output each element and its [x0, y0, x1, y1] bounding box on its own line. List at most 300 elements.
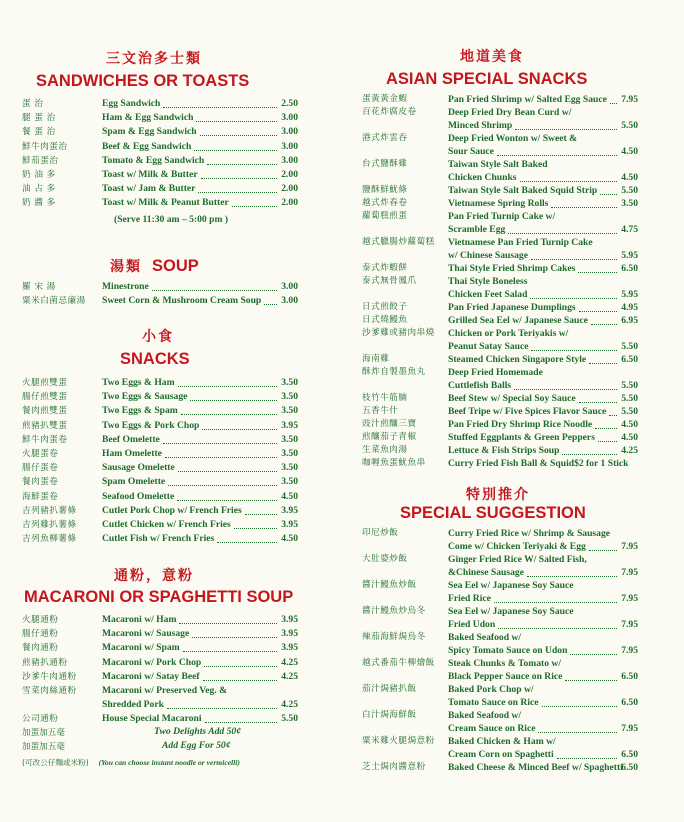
menu-item: [362, 353, 638, 366]
menu-item-name: Come w/ Chicken Teriyaki & Egg: [448, 541, 586, 552]
menu-item-price: 4.50: [621, 172, 638, 183]
menu-item-zh: 生菜魚肉湯: [362, 445, 408, 455]
menu-item-leader: [562, 444, 617, 455]
menu-item-name: Toast w/ Milk & Peanut Butter: [102, 197, 229, 209]
menu-item-price: 7.95: [621, 541, 638, 552]
menu-item-name: Baked Seafood w/: [448, 710, 522, 721]
menu-item-price: 3.50: [281, 433, 298, 445]
menu-item-zh: 百花炸腐皮卷: [362, 107, 417, 117]
macaroni-title-zh: 通粉，意粉: [114, 568, 194, 584]
menu-item: [362, 275, 638, 288]
menu-item-name: Peanut Satay Sauce: [448, 341, 529, 352]
menu-item: [362, 605, 638, 618]
menu-item-zh: 油 占 多: [22, 184, 56, 195]
menu-item-name: Minced Shrimp: [448, 120, 513, 131]
menu-item-leader: [203, 670, 277, 681]
menu-item-leader: [232, 196, 277, 207]
menu-item-name: Spam Omelette: [102, 476, 166, 488]
menu-item-zh: 火腿通粉: [22, 615, 59, 625]
sandwiches-title-zh: 三文治多士類: [106, 51, 202, 67]
menu-item: [362, 553, 638, 566]
menu-item: [22, 490, 298, 504]
menu-item-name: House Special Macaroni: [102, 713, 202, 725]
menu-item-price: 3.50: [281, 476, 298, 488]
macaroni-list: [22, 613, 298, 727]
menu-item-leader: [167, 698, 277, 709]
menu-item-name: Cream Corn on Spaghetti: [448, 749, 554, 760]
menu-item-name: Beef Stew w/ Special Soy Sauce: [448, 393, 576, 404]
menu-item-price: 5.50: [621, 380, 638, 391]
menu-item-zh: 沙爹牛肉通粉: [22, 671, 77, 682]
menu-item: [362, 457, 638, 470]
menu-item-leader: [183, 641, 277, 652]
menu-item-price: 3.50: [281, 377, 298, 388]
menu-item-name: Deep Fried Dry Bean Curd w/: [448, 107, 572, 118]
menu-item-zh: 越式番茄牛柳燴飯: [362, 658, 435, 668]
menu-item-price: 6.50: [621, 749, 638, 760]
menu-item-name: Cutlet Pork Chop w/ French Fries: [102, 504, 242, 516]
menu-item-leader: [610, 93, 617, 104]
menu-item-name: Taiwan Style Salt Baked: [448, 159, 548, 170]
menu-item-name: Grilled Sea Eel w/ Japanese Sauce: [448, 315, 588, 326]
menu-item-price: 3.00: [281, 281, 298, 292]
menu-item: [22, 447, 298, 461]
menu-item: [362, 223, 638, 236]
menu-item-zh: 鮮茄蛋治: [22, 155, 59, 166]
macaroni-note-en: (You can choose instant noodle or vermicelli): [98, 758, 240, 767]
menu-item-price: 6.50: [621, 671, 638, 682]
menu-item-zh: 煎豬扒雙蛋: [22, 420, 68, 431]
menu-item: [362, 540, 638, 553]
menu-item-leader: [591, 314, 617, 325]
menu-item: [362, 579, 638, 592]
menu-item-leader: [152, 280, 277, 291]
menu-item-leader: [205, 712, 277, 723]
menu-item-zh: 蛋 治: [22, 99, 44, 109]
menu-item-leader: [595, 418, 617, 429]
menu-item-zh: 日式燒鰻魚: [362, 315, 408, 325]
menu-item-price: 7.95: [621, 645, 638, 656]
menu-item-name: Thai Style Boneless: [448, 276, 528, 287]
menu-item-name: Ham Omelette: [102, 447, 162, 459]
menu-item-leader: [217, 532, 277, 543]
menu-item: [362, 288, 638, 301]
menu-item: [362, 197, 638, 210]
menu-item: [22, 461, 298, 475]
menu-item-price: 2.50: [281, 98, 298, 109]
special-list: [362, 527, 638, 774]
menu-item-leader: [178, 376, 277, 387]
menu-item-leader: [598, 431, 617, 442]
menu-item-leader: [515, 119, 617, 130]
soup-title-group: [110, 256, 199, 276]
menu-item-zh: 酥炸自製墨魚丸: [362, 367, 426, 377]
menu-item: [22, 111, 298, 125]
soup-title: SOUP: [152, 257, 199, 275]
menu-item-leader: [600, 184, 617, 195]
menu-item-zh: 五香牛什: [362, 406, 399, 416]
menu-item-name: Macaroni w/ Sausage: [102, 628, 190, 640]
menu-item-leader: [579, 392, 617, 403]
menu-item-price: 3.00: [281, 112, 298, 124]
menu-item: [362, 592, 638, 605]
menu-item-leader: [163, 433, 277, 444]
menu-item-leader: [163, 97, 277, 108]
menu-item-name: Toast w/ Milk & Butter: [102, 168, 198, 180]
menu-item: [362, 366, 638, 379]
menu-item-name: Pan Fried Shrimp w/ Salted Egg Sauce: [448, 94, 607, 105]
extra-2-en: Add Egg For 50¢: [162, 740, 231, 751]
menu-item-name: Vietnamese Pan Fried Turnip Cake: [448, 237, 593, 248]
menu-item: [362, 657, 638, 670]
menu-item-price: 2.00: [281, 197, 298, 209]
menu-item-name: Sea Eel w/ Japanese Soy Sauce: [448, 606, 574, 617]
menu-item-name: Beef Omelette: [102, 433, 160, 445]
menu-item-leader: [498, 618, 617, 629]
menu-item: [22, 684, 298, 698]
menu-item-leader: [194, 140, 277, 151]
menu-item-name: Ham & Egg Sandwich: [102, 112, 194, 124]
menu-item-name: Beef & Egg Sandwich: [102, 140, 192, 152]
menu-item-leader: [530, 288, 617, 299]
menu-item-name: Fried Udon: [448, 619, 496, 630]
menu-item-name: Curry Fried Rice w/ Shrimp & Sausage: [448, 528, 611, 539]
menu-item: [22, 475, 298, 489]
menu-item-zh: 咖喱魚蛋魷魚串: [362, 458, 426, 468]
menu-item: [362, 644, 638, 657]
menu-item: [22, 670, 298, 684]
menu-item-name: Sweet Corn & Mushroom Cream Soup: [102, 295, 262, 307]
menu-item-leader: [527, 566, 617, 577]
menu-item: [362, 119, 638, 132]
menu-item: [362, 340, 638, 353]
menu-item: [362, 631, 638, 644]
menu-item-price: 3.50: [281, 391, 298, 403]
menu-item-leader: [178, 461, 277, 472]
menu-item-name: Cream Sauce on Rice: [448, 723, 536, 734]
menu-item-price: 5.50: [621, 120, 638, 131]
menu-item-name: Two Eggs & Sausage: [102, 391, 188, 403]
menu-item-price: 3.50: [621, 198, 638, 209]
menu-item-name: Two Eggs & Spam: [102, 405, 178, 417]
menu-item: [362, 527, 638, 540]
menu-item: [362, 262, 638, 275]
sandwiches-title: SANDWICHES OR TOASTS: [36, 72, 250, 90]
menu-item: [22, 280, 298, 294]
menu-item-price: 6.50: [621, 762, 638, 773]
menu-item-price: 5.95: [621, 250, 638, 261]
menu-item-price: 6.50: [621, 697, 638, 708]
menu-item: [22, 390, 298, 404]
menu-item-name: Toast w/ Jam & Butter: [102, 183, 196, 195]
menu-item-leader: [508, 223, 617, 234]
menu-item-leader: [609, 405, 617, 416]
menu-item-zh: 海南雞: [362, 354, 390, 364]
menu-item-price: 6.50: [621, 354, 638, 365]
menu-item-price: 7.95: [621, 94, 638, 105]
menu-item-zh: 大肚婆炒飯: [362, 554, 408, 564]
menu-item-zh: 枝竹牛筋腩: [362, 393, 408, 403]
menu-item-zh: 沙爹雞或豬肉串燒: [362, 328, 435, 338]
macaroni-note: [22, 757, 240, 768]
menu-item-leader: [179, 613, 277, 624]
menu-item: [362, 405, 638, 418]
menu-item-price: 4.25: [281, 699, 298, 711]
menu-item-leader: [190, 390, 277, 401]
menu-item-price: 3.95: [281, 518, 298, 530]
menu-item-name: Cutlet Chicken w/ French Fries: [102, 518, 231, 530]
menu-item: [22, 97, 298, 111]
menu-item-zh: 公司通粉: [22, 714, 59, 725]
menu-item-price: 5.50: [621, 393, 638, 404]
snacks-list: [22, 376, 298, 546]
menu-item-zh: 餐肉蛋卷: [22, 477, 59, 488]
menu-item-price: 4.50: [281, 490, 298, 502]
menu-item-zh: 日式煎餃子: [362, 302, 408, 312]
menu-item-leader: [514, 379, 617, 390]
menu-item: [22, 154, 298, 168]
menu-item-zh: 醬汁鰻魚炒飯: [362, 580, 417, 590]
menu-item-price: 7.95: [621, 567, 638, 578]
sandwiches-note: (Serve 11:30 am – 5:00 pm ): [114, 214, 229, 225]
menu-item-name: Macaroni w/ Ham: [102, 614, 177, 625]
menu-item-zh: 奶 油 多: [22, 169, 56, 180]
menu-item: [362, 683, 638, 696]
menu-item: [22, 433, 298, 447]
menu-item-leader: [565, 670, 617, 681]
menu-item-name: Spam & Egg Sandwich: [102, 126, 197, 138]
menu-item: [22, 376, 298, 390]
sandwiches-list: [22, 97, 298, 211]
menu-item: [22, 196, 298, 210]
menu-item-name: Minestrone: [102, 281, 149, 292]
menu-item: [22, 504, 298, 518]
menu-item-name: Thai Style Fried Shrimp Cakes: [448, 263, 576, 274]
menu-item-name: Taiwan Style Salt Baked Squid Strip: [448, 185, 598, 196]
menu-item-zh: 煎豬扒通粉: [22, 657, 68, 668]
menu-item-price: 3.95: [281, 628, 298, 640]
menu-item-zh: 雪菜肉絲通粉: [22, 685, 77, 696]
menu-item-name: Pan Fried Dry Shrimp Rice Noodle: [448, 419, 593, 430]
menu-item-price: 4.50: [621, 419, 638, 430]
menu-item-leader: [165, 447, 277, 458]
menu-item: [22, 125, 298, 139]
menu-item: [362, 566, 638, 579]
menu-item-name: Two Eggs & Pork Chop: [102, 419, 200, 431]
menu-item-price: 3.95: [281, 504, 298, 516]
menu-item-name: Stuffed Eggplants & Green Peppers: [448, 432, 595, 443]
menu-item-zh: 白汁焗海鮮飯: [362, 710, 417, 720]
extra-2-zh: 加蛋加五毫: [22, 742, 65, 752]
extra-1-zh: 加蛋加五毫: [22, 728, 65, 738]
menu-item-zh: 港式炸雲吞: [362, 133, 408, 143]
menu-item-zh: 台式鹽酥雞: [362, 159, 408, 169]
menu-item-name: Vietnamese Spring Rolls: [448, 198, 549, 209]
menu-item: [362, 670, 638, 683]
menu-item-zh: 吉列豬扒薯條: [22, 505, 77, 516]
macaroni-title: MACARONI OR SPAGHETTI SOUP: [24, 588, 294, 606]
menu-item: [22, 419, 298, 433]
menu-item-name: Curry Fried Fish Ball & Squid$2 for 1 Stick: [448, 458, 629, 469]
asian-title-zh: 地道美食: [460, 49, 524, 65]
menu-item: [22, 698, 298, 712]
menu-item-price: 5.50: [621, 406, 638, 417]
menu-item: [22, 168, 298, 182]
menu-item-price: 4.75: [621, 224, 638, 235]
menu-item: [362, 618, 638, 631]
menu-item: [362, 418, 638, 431]
menu-item: [362, 444, 638, 457]
menu-item-price: 4.25: [281, 670, 298, 682]
menu-item-name: w/ Chinese Sausage: [448, 250, 528, 261]
menu-item-zh: 越式臘腸炒蘿蔔糕: [362, 237, 435, 247]
menu-item-name: Two Eggs & Ham: [102, 377, 175, 388]
menu-item-name: Baked Seafood w/: [448, 632, 522, 643]
menu-item-name: Beef Tripe w/ Five Spices Flavor Sauce: [448, 406, 607, 417]
menu-item: [362, 249, 638, 262]
menu-item: [362, 761, 638, 774]
menu-item-name: Tomato Sauce on Rice: [448, 697, 539, 708]
menu-item-name: Seafood Omelette: [102, 490, 175, 502]
menu-item-name: Pan Fried Turnip Cake w/: [448, 211, 556, 222]
menu-item-leader: [538, 722, 617, 733]
menu-item-leader: [579, 301, 617, 312]
menu-item-leader: [551, 197, 617, 208]
menu-item-leader: [207, 154, 277, 165]
menu-item-price: 5.95: [621, 289, 638, 300]
menu-item: [362, 236, 638, 249]
menu-item-zh: 鮮牛肉蛋卷: [22, 434, 68, 445]
menu-item-price: 4.50: [281, 533, 298, 545]
menu-item-name: Shredded Pork: [102, 699, 164, 711]
menu-item-zh: 腿 蛋 治: [22, 113, 56, 124]
menu-item-zh: 蘿蔔糕煎蛋: [362, 211, 408, 221]
menu-item-zh: 粟米白菌忌廉湯: [22, 296, 86, 307]
menu-item-leader: [196, 111, 277, 122]
menu-item-zh: 餐 蛋 治: [22, 127, 56, 138]
menu-item-price: 3.50: [281, 447, 298, 459]
menu-item-price: 3.00: [281, 154, 298, 166]
menu-item-zh: 餐肉通粉: [22, 643, 59, 654]
snacks-title-zh: 小食: [142, 329, 174, 345]
menu-item-name: Chicken Chunks: [448, 172, 517, 183]
menu-item-price: 4.50: [621, 146, 638, 157]
menu-item-zh: 吉列雞扒薯條: [22, 519, 77, 530]
soup-title-zh: 湯類: [110, 259, 142, 275]
menu-item-leader: [589, 353, 617, 364]
special-title-zh: 特別推介: [466, 487, 530, 503]
menu-item: [22, 532, 298, 546]
menu-item-zh: 火腿蛋卷: [22, 448, 59, 459]
menu-item: [362, 748, 638, 761]
menu-item: [22, 613, 298, 627]
menu-item-price: 4.25: [621, 445, 638, 456]
menu-item-name: Sea Eel w/ Japanese Soy Sauce: [448, 580, 574, 591]
menu-item-price: 5.50: [281, 713, 298, 725]
menu-item: [22, 294, 298, 308]
menu-item-name: Macaroni w/ Satay Beef: [102, 670, 200, 682]
menu-item-leader: [494, 592, 617, 603]
menu-item-price: 4.95: [621, 302, 638, 313]
menu-item-leader: [264, 294, 277, 305]
menu-item-leader: [168, 475, 277, 486]
menu-item-zh: 奶 醬 多: [22, 198, 56, 209]
menu-item-zh: 海鮮蛋卷: [22, 491, 59, 502]
asian-list: [362, 93, 638, 470]
menu-item-leader: [497, 145, 617, 156]
menu-item: [362, 327, 638, 340]
menu-item: [362, 93, 638, 106]
menu-item-zh: 火腿煎雙蛋: [22, 378, 68, 388]
menu-item-zh: 吉列魚柳薯條: [22, 534, 77, 545]
menu-item-name: Pan Fried Japanese Dumplings: [448, 302, 576, 313]
menu-item: [22, 656, 298, 670]
menu-item-price: 3.95: [281, 642, 298, 654]
asian-title: ASIAN SPECIAL SNACKS: [386, 70, 588, 88]
menu-item-name: &Chinese Sausage: [448, 567, 524, 578]
menu-item-leader: [531, 249, 617, 260]
menu-item-price: 3.95: [281, 614, 298, 625]
menu-item-name: Fried Rice: [448, 593, 491, 604]
menu-item-name: Macaroni w/ Pork Chop: [102, 656, 202, 668]
menu-item-name: Baked Cheese & Minced Beef w/ Spaghetti: [448, 762, 623, 773]
menu-item-leader: [557, 748, 617, 759]
menu-item: [362, 379, 638, 392]
menu-item-price: 7.95: [621, 593, 638, 604]
menu-item-zh: 越式炸春卷: [362, 198, 408, 208]
menu-item-name: Sausage Omelette: [102, 462, 175, 474]
menu-item: [22, 404, 298, 418]
menu-item-zh: 辣茄海鮮焗烏冬: [362, 632, 426, 642]
menu-item-name: Chicken Feet Salad: [448, 289, 528, 300]
menu-item-name: Cutlet Fish w/ French Fries: [102, 533, 215, 545]
menu-item-zh: 腸仔煎雙蛋: [22, 392, 68, 403]
menu-item-price: 3.50: [281, 405, 298, 417]
menu-item: [362, 696, 638, 709]
menu-item-name: Baked Pork Chop w/: [448, 684, 534, 695]
menu-item-price: 3.50: [281, 462, 298, 474]
menu-item-name: Black Pepper Sauce on Rice: [448, 671, 563, 682]
menu-item-leader: [204, 656, 277, 667]
menu-item: [362, 132, 638, 145]
extra-1-en: Two Delights Add 50¢: [154, 726, 241, 737]
menu-item-leader: [570, 644, 617, 655]
menu-item-leader: [589, 540, 617, 551]
menu-item-zh: 鹽酥鮮魷條: [362, 185, 408, 195]
menu-item: [362, 184, 638, 197]
menu-item-price: 3.00: [281, 295, 298, 307]
menu-item: [22, 627, 298, 641]
menu-item-zh: 醬汁鰻魚炒烏冬: [362, 606, 426, 616]
menu-item: [362, 106, 638, 119]
menu-item-price: 4.50: [621, 432, 638, 443]
menu-item: [362, 145, 638, 158]
menu-item-price: 4.25: [281, 656, 298, 668]
special-title: SPECIAL SUGGESTION: [400, 504, 586, 522]
menu-item-name: Ginger Fried Rice W/ Salted Fish,: [448, 554, 587, 565]
menu-item-leader: [542, 696, 617, 707]
menu-item-zh: 泰式無骨鳳爪: [362, 276, 417, 286]
menu-item: [362, 709, 638, 722]
menu-item-name: Chicken or Pork Teriyakis w/: [448, 328, 569, 339]
menu-item-leader: [200, 125, 277, 136]
menu-item-price: 5.50: [621, 341, 638, 352]
menu-item: [362, 431, 638, 444]
macaroni-extras: [22, 726, 298, 754]
menu-item-zh: 蛋黃黃金蝦: [362, 94, 408, 104]
menu-item-name: Spicy Tomato Sauce on Udon: [448, 645, 568, 656]
menu-item-zh: 豉汁煎釀三寶: [362, 419, 417, 429]
